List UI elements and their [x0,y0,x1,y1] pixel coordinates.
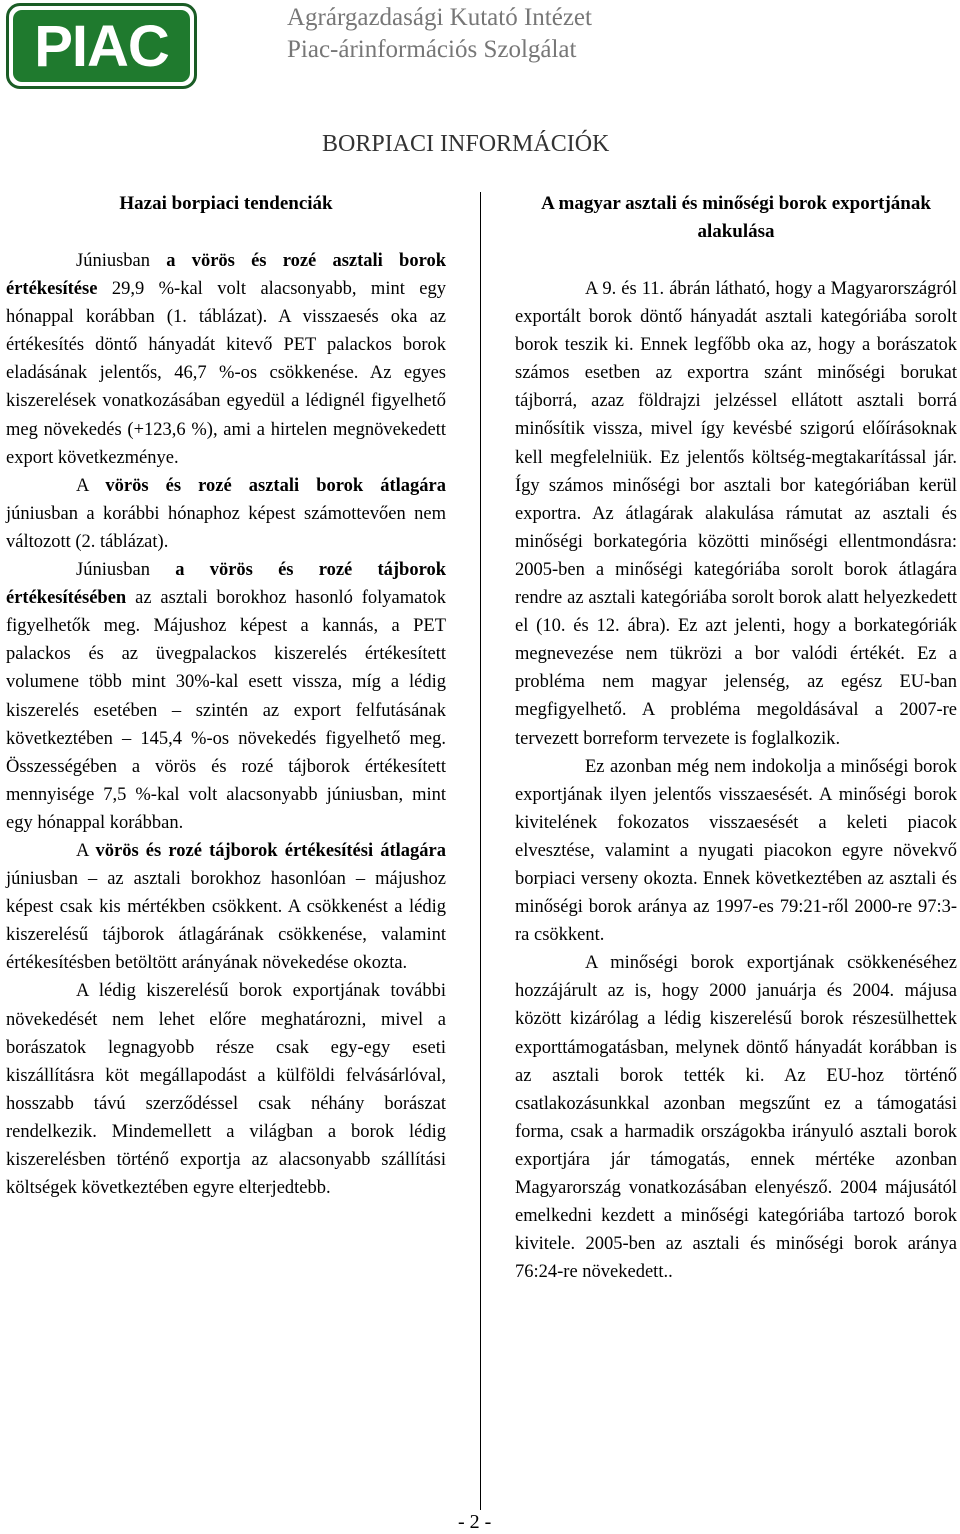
right-column [515,190,957,1286]
bold-phrase: vörös és rozé tájborok értékesítési átlagára [95,840,446,861]
bold-phrase: vörös és rozé asztali borok átlagára [105,475,446,496]
right-heading: A magyar asztali és minőségi borok exportjának alakulása [541,193,931,242]
left-paragraph-4: A vörös és rozé tájborok értékesítési átlagára júniusban – az asztali borokhoz hasonlóan – májushoz képest csak kis mértékben csökkent. A csökkenést a lédig kiszerelésű tájborok átlagárának csökkenése, valamint értékesítésben betöltött arányának növekedése okozta. [6,840,446,974]
right-paragraph-3: A minőségi borok exportjának csökkenéséhez hozzájárult az is, hogy 2000 januárja és 2004. májusa között kizárólag a lédig kiszerelésű borok részesülhettek exporttámogatásban, melynek döntő hányadát korábban is az asztali borok tették ki. Az EU-hoz történő csatlakozásunkkal azonban megszűnt ez a támogatási forma, csak a harmadik országokba irányuló asztali borok exportjára jár támogatás, ennek mértéke azonban Magyarország vonatkozásában elenyésző. 2004 májusától emelkedni kezdett a minőségi kategóriába tartozó borok kivitele. 2005-ben az asztali és minőségi borok aránya 76:24-re növekedett.. [515,953,957,1283]
org-service: Piac-árinformációs Szolgálat [287,36,577,63]
piac-logo [6,3,197,89]
right-paragraph-1: A 9. és 11. ábrán látható, hogy a Magyarországról exportált borok döntő hányadát asztali kategóriába sorolt borok teszik ki. Ennek legfőbb oka az, hogy a borászatok számos esetben az exportra szánt minőségi borukat tájborrá, azaz földrajzi jelzéssel ellátott asztali borrá minősítik vissza, mivel így kevésbé szigorú előírásoknak kell megfelelniük. Ez jelentős költség-megtakarítással jár. Így számos minőségi bor asztali bor kategóriában kerül exportra. Az átlagárak alakulása rámutat az asztali és minőségi borkategória közötti minőségi ellentmondásra: 2005-ben a minőségi kategóriába sorolt borok átlagára rendre az asztali kategóriába sorolt borok alatt helyezkedett el (10. és 12. ábra). Ez azt jelenti, hogy a borkategóriák megnevezése nem tükrözi a bor valódi értékét. Ez a probléma nem magyar jelenség, az egész EU-ban megfigyelhető. A probléma megoldásával a 2007-re tervezett borreform tervezete is foglalkozik. [515,279,957,749]
left-column [6,190,446,1202]
left-paragraph-5: A lédig kiszerelésű borok exportjának további növekedését nem lehet előre meghatározni, mivel a borászatok legnagyobb része csak egy-egy eseti kiszállításra köt megállapodást a külföldi felvásárlóval, hosszabb távú szerződéssel csak néhány borászat rendelkezik. Mindemellett a világban a borok lédig kiszerelésben történő exportja az alacsonyabb szállítási költségek következtében egyre elterjedtebb. [6,981,446,1199]
document-title: BORPIACI INFORMÁCIÓK [322,131,610,157]
right-paragraph-2: Ez azonban még nem indokolja a minőségi borok exportjának ilyen jelentős visszaesését. A minőségi borok kivitelének fokozatos visszaesését a keleti piacok elvesztése, valamint a nyugati piacokon egyre növekvő borpiaci verseny okozta. Ennek következtében az asztali és minőségi borok aránya az 1997-es 79:21-ről 2000-re 97:3-ra csökkent. [515,756,957,946]
bold-phrase: a vörös és rozé asztali borok értékesítése [6,251,446,300]
piac-logo-badge [13,10,190,82]
bold-phrase: a vörös és rozé tájborok értékesítésében [6,560,446,609]
left-paragraph-2: A vörös és rozé asztali borok átlagára júniusban a korábbi hónaphoz képest számottevően nem változott (2. táblázat). [6,475,446,552]
left-paragraph-3: Júniusban a vörös és rozé tájborok értékesítésében az asztali borokhoz hasonló folyamatok figyelhetők meg. Májushoz képest a kannás, a PET palackos és az üvegpalackos kiszerelés értékesített volumene több mint 30%-kal esett vissza, míg a lédig kiszerelés esetében – szintén az export felfutásának következtében – 145,4 %-os növekedés figyelhető meg. Összességében a vörös és rozé tájborok értékesített mennyisége 7,5 %-kal volt alacsonyabb júniusban, mint egy hónappal korábban. [6,560,446,833]
page-number: - 2 - [458,1511,492,1533]
left-paragraph-1: Júniusban a vörös és rozé asztali borok értékesítése 29,9 %-kal volt alacsonyabb, mint egy hónappal korábban (1. táblázat). A visszaesés oka az értékesítés döntő hányadát kitevő PET palackos borok eladásának jelentős, 46,7 %-os csökkenése. Az egyes kiszerelések vonatkozásában egyedül a lédignél figyelhető meg növekedés (+123,6 %), ami a hirtelen megnövekedett export következménye. [6,251,446,468]
column-divider [480,192,481,1510]
org-name: Agrárgazdasági Kutató Intézet [287,4,592,31]
left-heading: Hazai borpiaci tendenciák [119,193,333,214]
logo-text: PIAC [34,13,169,79]
